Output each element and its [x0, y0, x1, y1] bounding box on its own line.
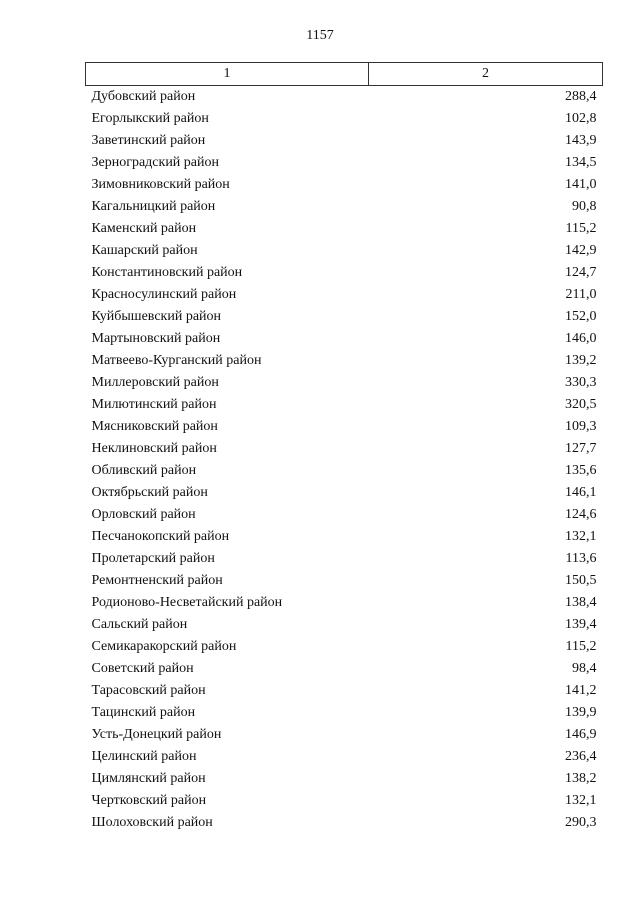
- table-row: [86, 438, 603, 460]
- table-row: [86, 592, 603, 614]
- district-name: Родионово-Несветайский район: [91, 595, 283, 610]
- district-value: 142,9: [565, 243, 597, 258]
- table-row: [86, 262, 603, 284]
- district-name: Ремонтненский район: [91, 573, 223, 588]
- column-header-1: 1: [86, 63, 369, 86]
- district-value: 139,2: [565, 353, 597, 368]
- column-header-2: 2: [369, 63, 603, 86]
- page-number: 1157: [306, 28, 334, 43]
- district-value: 113,6: [565, 551, 597, 566]
- district-value: 90,8: [572, 199, 597, 214]
- table-header-row: [86, 63, 603, 86]
- table-row: [86, 86, 603, 109]
- table-row: [86, 702, 603, 724]
- table-row: [86, 460, 603, 482]
- table-row: [86, 812, 603, 834]
- district-name: Константиновский район: [91, 265, 243, 280]
- table-row: [86, 658, 603, 680]
- district-name: Пролетарский район: [91, 551, 215, 566]
- district-value: 127,7: [565, 441, 597, 456]
- district-value: 150,5: [565, 573, 597, 588]
- district-value: 124,7: [565, 265, 597, 280]
- table-row: [86, 108, 603, 130]
- table-row: [86, 372, 603, 394]
- district-name: Неклиновский район: [91, 441, 217, 456]
- table-row: [86, 218, 603, 240]
- table-row: [86, 570, 603, 592]
- data-table: [85, 62, 603, 834]
- table-row: [86, 636, 603, 658]
- district-name: Мясниковский район: [91, 419, 218, 434]
- table-row: [86, 306, 603, 328]
- district-value: 141,2: [565, 683, 597, 698]
- district-value: 138,4: [565, 595, 597, 610]
- district-value: 138,2: [565, 771, 597, 786]
- district-name: Миллеровский район: [91, 375, 219, 390]
- district-name: Матвеево-Курганский район: [91, 353, 262, 368]
- data-table-container: [85, 62, 600, 834]
- district-value: 141,0: [565, 177, 597, 192]
- district-value: 211,0: [565, 287, 597, 302]
- district-value: 236,4: [565, 749, 597, 764]
- table-row: [86, 350, 603, 372]
- table-row: [86, 504, 603, 526]
- district-name: Дубовский район: [91, 89, 196, 104]
- table-row: [86, 680, 603, 702]
- district-name: Чертковский район: [91, 793, 207, 808]
- district-name: Мартыновский район: [91, 331, 221, 346]
- district-name: Милютинский район: [91, 397, 217, 412]
- district-name: Цимлянский район: [91, 771, 206, 786]
- district-value: 115,2: [565, 221, 597, 236]
- table-row: [86, 240, 603, 262]
- district-value: 139,4: [565, 617, 597, 632]
- district-name: Красносулинский район: [91, 287, 237, 302]
- district-value: 132,1: [565, 793, 597, 808]
- table-row: [86, 284, 603, 306]
- district-name: Октябрьский район: [91, 485, 208, 500]
- table-row: [86, 724, 603, 746]
- district-name: Шолоховский район: [91, 815, 213, 830]
- table-body: [86, 86, 603, 835]
- district-value: 115,2: [565, 639, 597, 654]
- district-name: Кагальницкий район: [91, 199, 216, 214]
- district-name: Куйбышевский район: [91, 309, 222, 324]
- district-name: Усть-Донецкий район: [91, 727, 222, 742]
- district-name: Песчанокопский район: [91, 529, 230, 544]
- district-value: 132,1: [565, 529, 597, 544]
- district-name: Целинский район: [91, 749, 197, 764]
- table-row: [86, 548, 603, 570]
- district-value: 146,0: [565, 331, 597, 346]
- district-name: Зерноградский район: [91, 155, 219, 170]
- district-name: Заветинский район: [91, 133, 206, 148]
- district-name: Семикаракорский район: [91, 639, 237, 654]
- district-name: Каменский район: [91, 221, 197, 236]
- district-name: Сальский район: [91, 617, 188, 632]
- table-row: [86, 196, 603, 218]
- table-row: [86, 768, 603, 790]
- district-name: Зимовниковский район: [91, 177, 230, 192]
- table-row: [86, 482, 603, 504]
- district-value: 330,3: [565, 375, 597, 390]
- table-row: [86, 790, 603, 812]
- district-value: 143,9: [565, 133, 597, 148]
- district-name: Тацинский район: [91, 705, 196, 720]
- district-name: Тарасовский район: [91, 683, 206, 698]
- district-name: Кашарский район: [91, 243, 198, 258]
- district-value: 98,4: [572, 661, 597, 676]
- table-row: [86, 152, 603, 174]
- district-value: 146,1: [565, 485, 597, 500]
- table-row: [86, 394, 603, 416]
- table-row: [86, 328, 603, 350]
- district-value: 124,6: [565, 507, 597, 522]
- district-name: Обливский район: [91, 463, 197, 478]
- table-row: [86, 614, 603, 636]
- district-value: 290,3: [565, 815, 597, 830]
- district-value: 135,6: [565, 463, 597, 478]
- district-value: 109,3: [565, 419, 597, 434]
- table-row: [86, 130, 603, 152]
- table-row: [86, 174, 603, 196]
- district-value: 134,5: [565, 155, 597, 170]
- district-value: 102,8: [565, 111, 597, 126]
- district-value: 288,4: [565, 89, 597, 104]
- table-row: [86, 526, 603, 548]
- table-row: [86, 416, 603, 438]
- district-value: 146,9: [565, 727, 597, 742]
- district-name: Орловский район: [91, 507, 196, 522]
- district-value: 152,0: [565, 309, 597, 324]
- district-value: 139,9: [565, 705, 597, 720]
- district-name: Советский район: [91, 661, 194, 676]
- table-row: [86, 746, 603, 768]
- district-value: 320,5: [565, 397, 597, 412]
- district-name: Егорлыкский район: [91, 111, 209, 126]
